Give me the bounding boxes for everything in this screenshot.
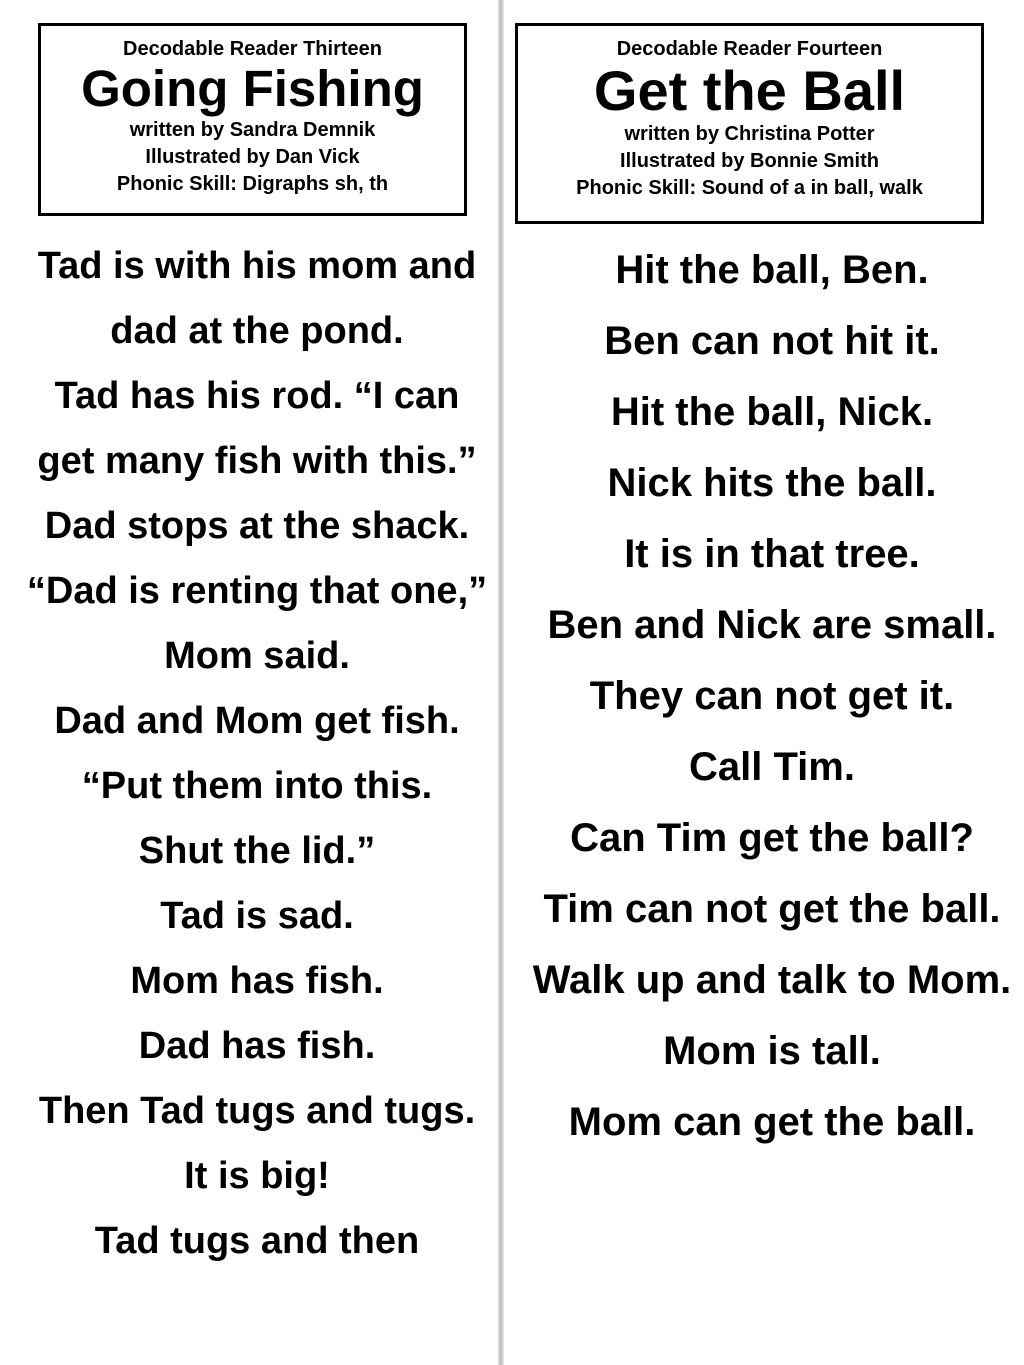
- story-line: Mom has fish.: [130, 960, 384, 1002]
- story-line: Walk up and talk to Mom.: [532, 958, 1012, 1002]
- story-line: It is big!: [184, 1155, 330, 1197]
- story-text: [524, 235, 1020, 1158]
- story-line: Tim can not get the ball.: [543, 887, 1001, 931]
- book-title: Get the Ball: [593, 59, 906, 122]
- story-line: Then Tad tugs and tugs.: [38, 1090, 476, 1132]
- story-line: Shut the lid.”: [138, 830, 376, 872]
- series-label: Decodable Reader Thirteen: [123, 38, 382, 60]
- reader-fourteen-title-box: [515, 23, 984, 224]
- story-line: Tad has his rod. “I can get many fish with this.”: [37, 375, 477, 482]
- story-line: Tad tugs and then: [94, 1220, 420, 1262]
- story-line: Can Tim get the ball?: [570, 816, 974, 860]
- series-label: Decodable Reader Fourteen: [616, 38, 883, 60]
- story-line: Dad stops at the shack. “Dad is renting that one,” Mom said.: [26, 505, 488, 677]
- story-line: Mom is tall.: [663, 1029, 881, 1073]
- story-line: Nick hits the ball.: [607, 461, 937, 505]
- story-line: Hit the ball, Nick.: [610, 390, 934, 434]
- story-line: Hit the ball, Ben.: [615, 248, 929, 292]
- author-credit: written by Sandra Demnik: [129, 119, 376, 141]
- reader-fourteen-column: [504, 0, 1024, 1365]
- illustrator-credit: Illustrated by Dan Vick: [145, 146, 360, 168]
- story-line: Mom can get the ball.: [568, 1100, 976, 1144]
- illustrator-credit: Illustrated by Bonnie Smith: [620, 150, 879, 172]
- story-line: Dad and Mom get fish.: [54, 700, 460, 742]
- author-credit: written by Christina Potter: [624, 123, 875, 145]
- book-title: Going Fishing: [81, 60, 424, 117]
- story-line: They can not get it.: [589, 674, 955, 718]
- phonic-skill: Phonic Skill: Digraphs sh, th: [116, 173, 389, 195]
- story-line: Tad is sad.: [160, 895, 354, 937]
- story-text: [22, 234, 492, 1274]
- story-line: It is in that tree.: [624, 532, 920, 576]
- story-line: Tad is with his mom and dad at the pond.: [37, 245, 477, 352]
- reader-thirteen-title-box: [38, 23, 467, 216]
- story-line: Call Tim.: [689, 745, 855, 789]
- story-line: Dad has fish.: [138, 1025, 376, 1067]
- phonic-skill: Phonic Skill: Sound of a in ball, walk: [576, 177, 923, 199]
- story-line: Ben can not hit it.: [604, 319, 940, 363]
- story-line: Ben and Nick are small.: [547, 603, 997, 647]
- reader-thirteen-column: [0, 0, 498, 1365]
- story-line: “Put them into this.: [81, 765, 433, 807]
